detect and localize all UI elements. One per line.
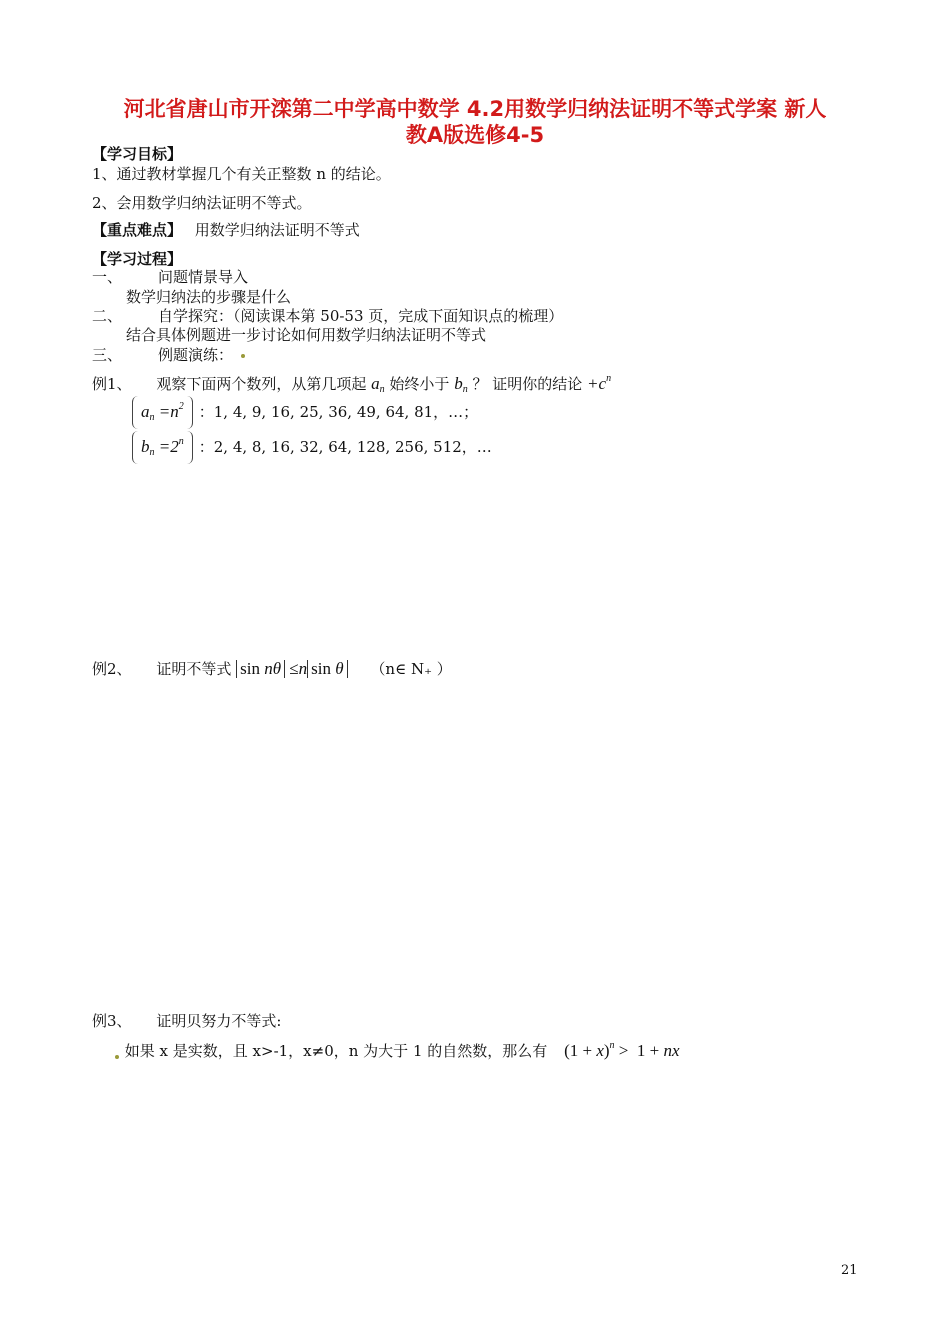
section-3-row [92, 346, 234, 364]
bernoulli-inequality: $(1 + x)^n > 1$ + nx [564, 1040, 680, 1060]
key-points-heading: 【重点难点】 [92, 221, 183, 239]
sequence-b-row [132, 431, 492, 464]
section-1-title: 问题情景导入 [158, 268, 249, 286]
goals-heading: 【学习目标】 [92, 145, 183, 163]
goal-item-1: 1、通过教材掌握几个有关正整数 n 的结论。 [92, 165, 391, 183]
example-1-text-c: ？ 证明你的结论 [472, 375, 583, 393]
example-2-label: 例2、 [92, 660, 132, 678]
section-3-number: 三、 [92, 346, 123, 364]
section-1-number: 一、 [92, 268, 123, 286]
section-1-text: 数学归纳法的步骤是什么 [126, 288, 292, 306]
sequence-a-row [132, 396, 478, 429]
section-2-text: 结合具体例题进一步讨论如何用数学归纳法证明不等式 [126, 326, 487, 344]
document-title-line1: 河北省唐山市开滦第二中学高中数学 4.2用数学归纳法证明不等式学案 新人 [123, 97, 827, 121]
example-2-row [92, 660, 452, 678]
sequence-a-values: ：1, 4, 9, 16, 25, 36, 49, 64, 81，…； [198, 403, 479, 421]
example-2-condition: （n∈ N₊ ） [370, 660, 452, 678]
section-2-title: 自学探究：（阅读课本第 50-53 页，完成下面知识点的梳理） [158, 307, 564, 325]
example-3-text: 证明贝努力不等式: [156, 1012, 282, 1030]
document-title-line2: 教A版选修4-5 [405, 123, 545, 147]
example-1-row [92, 370, 611, 399]
section-2-number: 二、 [92, 307, 123, 325]
page-number: 21 [841, 1263, 858, 1278]
bernoulli-statement: 如果 x 是实数，且 x>-1，x≠0，n 为大于 1 的自然数，那么有 [124, 1042, 548, 1060]
process-heading: 【学习过程】 [92, 250, 183, 268]
goal-item-2: 2、会用数学归纳法证明不等式。 [92, 194, 312, 212]
sequence-a-definition: $a_n =n^2$ [132, 396, 193, 429]
bernoulli-statement-row [114, 1037, 680, 1060]
sequence-b-definition: $b_n =2^n$ [132, 431, 193, 464]
example-3-row [92, 1012, 281, 1030]
marker-dot [115, 1055, 119, 1059]
b-n-symbol: $b_n$ [454, 374, 468, 395]
sine-inequality: sin nθ ≤n sin θ [236, 659, 348, 678]
a-n-symbol: $a_n$ [371, 374, 385, 395]
marker-dot [241, 354, 245, 358]
sequence-b-values: ：2, 4, 8, 16, 32, 64, 128, 256, 512，… [198, 438, 492, 456]
section-2-row [92, 307, 564, 325]
example-3-label: 例3、 [92, 1012, 132, 1030]
example-2-text: 证明不等式 [156, 660, 232, 678]
key-points-row [92, 221, 360, 239]
key-points-text: 用数学归纳法证明不等式 [194, 221, 360, 239]
example-1-text-b: 始终小于 [389, 375, 450, 393]
example-1-text-a: 观察下面两个数列，从第几项起 [156, 375, 367, 393]
section-1-row [92, 268, 249, 286]
example-1-label: 例1、 [92, 375, 132, 393]
c-n-mark: $+c^n$ [587, 373, 612, 393]
section-3-title: 例题演练： [158, 346, 234, 364]
